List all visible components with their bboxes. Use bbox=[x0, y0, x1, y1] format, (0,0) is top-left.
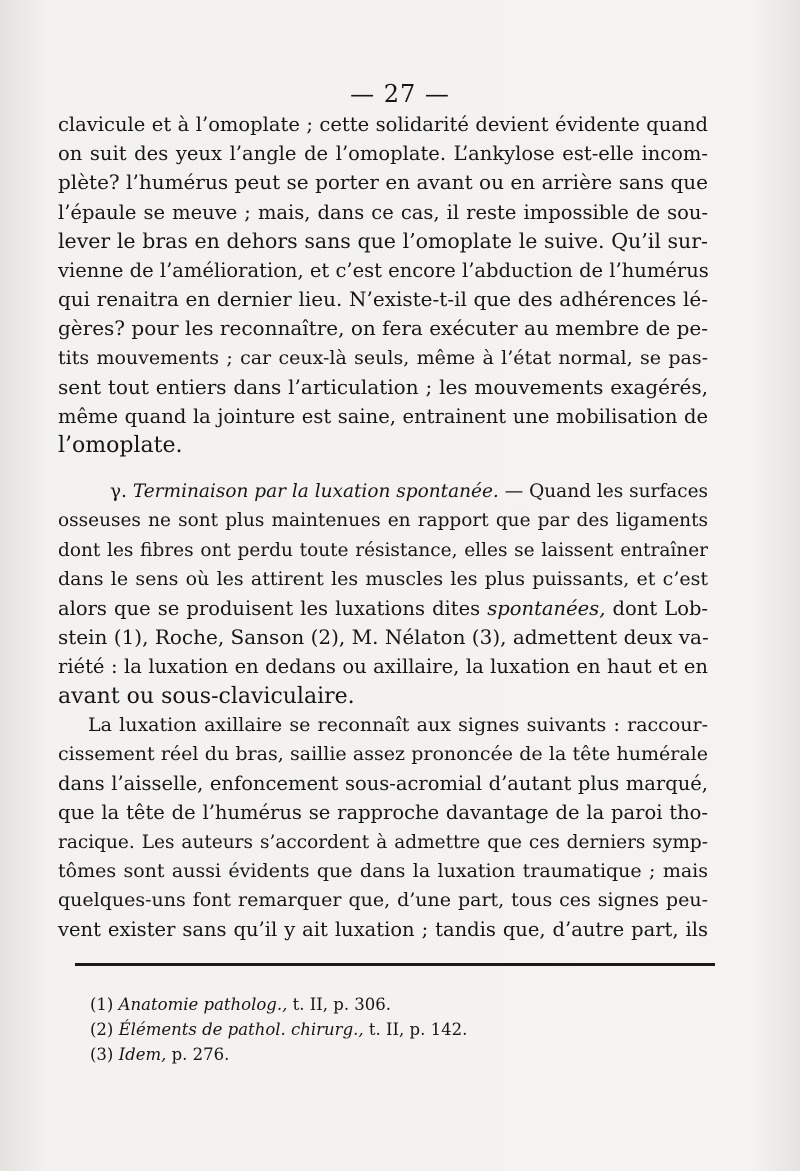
text-line: plète? l’humérus peut se porter en avant ou en arrière sans que bbox=[58, 170, 708, 195]
text-line: vienne de l’amélioration, et c’est encore l’abduction de l’humérus bbox=[58, 258, 709, 282]
footnote-title: Éléments de pathol. chirurg., bbox=[118, 1020, 364, 1039]
text-line: on suit des yeux l’angle de l’omoplate. L’ankylose est-elle incom- bbox=[58, 142, 708, 166]
text-line: osseuses ne sont plus maintenues en rapport que par des ligaments bbox=[58, 510, 708, 532]
footnote-number: (1) bbox=[90, 995, 114, 1014]
text-line: clavicule et à l’omoplate ; cette solidarité devient évidente quand bbox=[58, 113, 708, 136]
heading-continuation: — Quand les surfaces bbox=[504, 481, 709, 503]
footnote-divider bbox=[75, 963, 715, 966]
footnote bbox=[90, 1017, 690, 1042]
footnotes bbox=[90, 992, 690, 1067]
text-line: avant ou sous-claviculaire. bbox=[58, 683, 355, 709]
text-line: l’épaule se meuve ; mais, dans ce cas, il reste impossible de sou- bbox=[58, 200, 708, 224]
footnote-number: (2) bbox=[90, 1020, 114, 1039]
text-line: qui renaitra en dernier lieu. N’existe-t-il que des adhérences lé- bbox=[58, 287, 708, 312]
paragraph-1 bbox=[58, 110, 708, 460]
text-line: riété : la luxation en dedans ou axillaire, la luxation en haut et en bbox=[58, 655, 708, 679]
page-number: — 27 — bbox=[350, 80, 450, 108]
text-line: cissement réel du bras, saillie assez prononcée de la tête humérale bbox=[58, 742, 708, 765]
text-line: racique. Les auteurs s’accordent à admettre que ces derniers symp- bbox=[58, 831, 708, 853]
text-line: tits mouvements ; car ceux-là seuls, même à l’état normal, se pas- bbox=[58, 346, 708, 369]
text-segment: alors que se produisent les luxations dites bbox=[58, 597, 481, 620]
footnote-title: Anatomie patholog., bbox=[118, 995, 288, 1014]
paragraph-2 bbox=[58, 477, 708, 711]
footnote-number: (3) bbox=[90, 1045, 114, 1064]
italic-term: spontanées, bbox=[487, 597, 606, 620]
text-line bbox=[58, 594, 708, 623]
text-line: même quand la jointure est saine, entrainent une mobilisation de bbox=[58, 404, 708, 428]
section-heading-line bbox=[58, 477, 708, 506]
paragraph-3 bbox=[58, 711, 708, 945]
text-line: dans le sens où les attirent les muscles les plus puissants, et c’est bbox=[58, 567, 708, 590]
text-segment: dont Lob- bbox=[612, 597, 709, 620]
section-heading: Terminaison par la luxation spontanée. bbox=[132, 481, 499, 503]
text-line: tômes sont aussi évidents que dans la luxation traumatique ; mais bbox=[58, 859, 708, 882]
text-line: La luxation axillaire se reconnaît aux signes suivants : raccour- bbox=[88, 713, 708, 736]
footnote-ref: t. II, p. 142. bbox=[368, 1020, 468, 1039]
text-line: dont les fibres ont perdu toute résistance, elles se laissent entraîner bbox=[58, 539, 708, 561]
footnote bbox=[90, 1042, 690, 1067]
text-line: sent tout entiers dans l’articulation ; les mouvements exagérés, bbox=[58, 374, 708, 399]
text-line: stein (1), Roche, Sanson (2), M. Nélaton (3), admettent deux va- bbox=[58, 625, 709, 650]
text-line: vent exister sans qu’il y ait luxation ; tandis que, d’autre part, ils bbox=[58, 918, 708, 942]
text-line: dans l’aisselle, enfoncement sous-acromial d’autant plus marqué, bbox=[58, 772, 708, 796]
footnote-ref: p. 276. bbox=[171, 1045, 230, 1064]
text-line: gères? pour les reconnaître, on fera exécuter au membre de pe- bbox=[58, 316, 708, 341]
section-marker: γ. bbox=[110, 481, 127, 503]
main-text bbox=[58, 110, 708, 944]
text-line: que la tête de l’humérus se rapproche davantage de la paroi tho- bbox=[58, 801, 708, 825]
text-line: quelques-uns font remarquer que, d’une part, tous ces signes peu- bbox=[58, 888, 708, 911]
text-line: l’omoplate. bbox=[58, 433, 183, 459]
footnote-title: Idem, bbox=[118, 1045, 167, 1064]
text-line: lever le bras en dehors sans que l’omoplate le suive. Qu’il sur- bbox=[58, 228, 708, 253]
footnote-ref: t. II, p. 306. bbox=[292, 995, 392, 1014]
footnote bbox=[90, 992, 690, 1017]
